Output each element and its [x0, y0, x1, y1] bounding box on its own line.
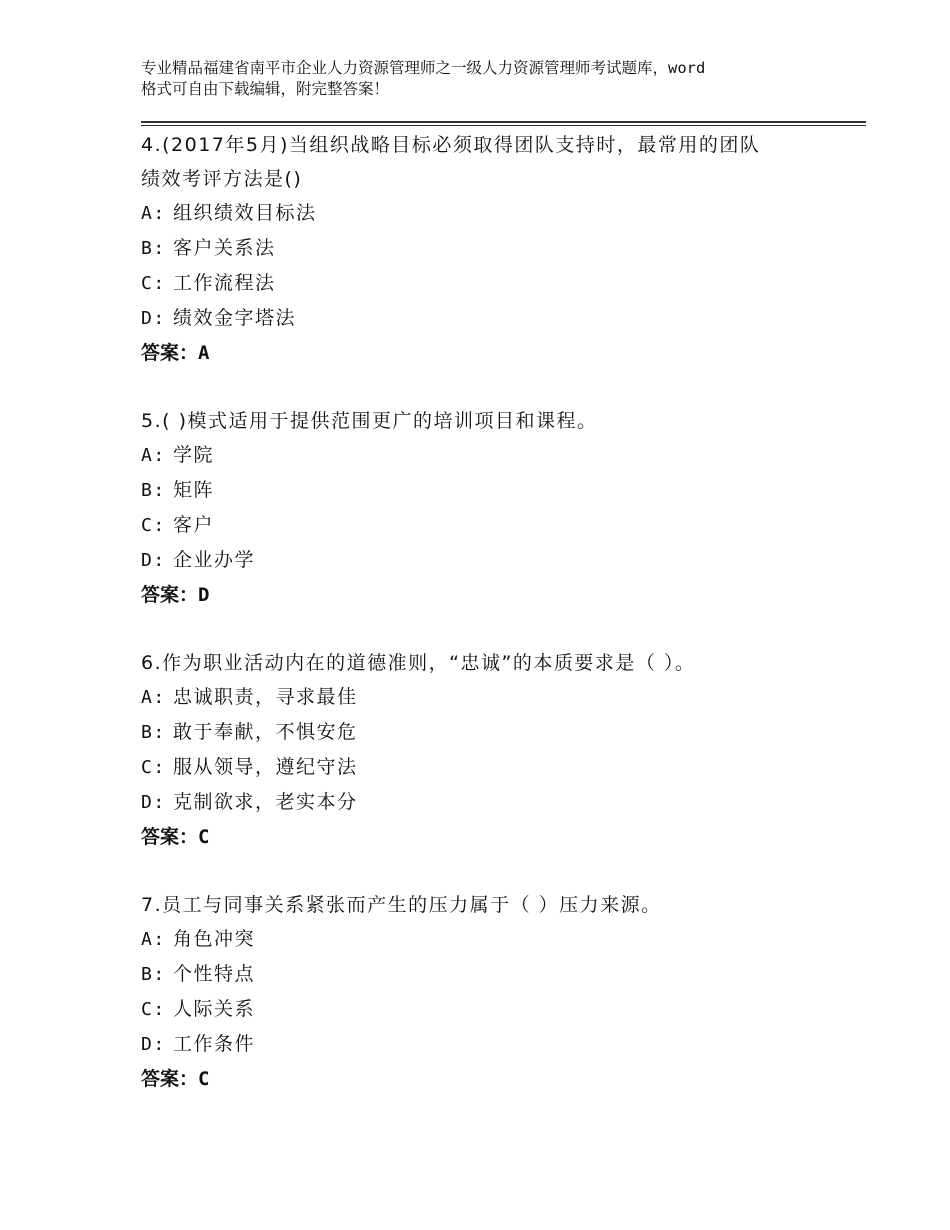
option-key: A:	[141, 687, 166, 708]
option-b	[141, 231, 841, 266]
option-key: C:	[141, 999, 166, 1020]
option-c	[141, 508, 841, 543]
answer-line	[141, 578, 841, 612]
header-line-2: 格式可自由下载编辑，附完整答案！	[141, 80, 390, 98]
option-c	[141, 750, 841, 785]
answer-value: C	[198, 1068, 210, 1090]
option-text: 敢于奉献，不惧安危	[173, 721, 358, 743]
option-text: 客户关系法	[173, 237, 276, 259]
option-text: 绩效金字塔法	[173, 307, 297, 329]
option-d	[141, 785, 841, 820]
option-text: 人际关系	[173, 998, 256, 1020]
answer-label: 答案：	[141, 342, 199, 364]
question-text: 5.( )模式适用于提供范围更广的培训项目和课程。	[141, 410, 598, 432]
option-text: 角色冲突	[173, 928, 256, 950]
document-header	[141, 58, 841, 100]
option-d	[141, 543, 841, 578]
option-key: A:	[141, 929, 166, 950]
answer-value: D	[198, 584, 210, 606]
question-list	[141, 128, 841, 1096]
option-b	[141, 715, 841, 750]
option-a	[141, 438, 841, 473]
option-d	[141, 301, 841, 336]
answer-value: C	[198, 826, 210, 848]
question-text: 7.员工与同事关系紧张而产生的压力属于（ ）压力来源。	[141, 894, 662, 916]
option-text: 个性特点	[173, 963, 256, 985]
option-key: B:	[141, 480, 166, 501]
header-divider	[141, 121, 866, 123]
option-a	[141, 922, 841, 957]
answer-label: 答案：	[141, 1068, 199, 1090]
option-c	[141, 266, 841, 301]
option-text: 矩阵	[173, 479, 215, 501]
spacer	[141, 612, 841, 646]
answer-line	[141, 820, 841, 854]
option-a	[141, 196, 841, 231]
option-key: D:	[141, 792, 166, 813]
option-c	[141, 992, 841, 1027]
question-block	[141, 404, 841, 612]
option-key: B:	[141, 238, 166, 259]
option-text: 服从领导，遵纪守法	[173, 756, 358, 778]
question-text: 6.作为职业活动内在的道德准则，“忠诚”的本质要求是（ ）。	[141, 652, 696, 674]
option-key: D:	[141, 308, 166, 329]
question-block	[141, 888, 841, 1096]
option-key: D:	[141, 1034, 166, 1055]
answer-label: 答案：	[141, 826, 199, 848]
option-key: D:	[141, 550, 166, 571]
option-key: B:	[141, 964, 166, 985]
option-d	[141, 1027, 841, 1062]
question-text: 绩效考评方法是()	[141, 168, 303, 190]
option-b	[141, 957, 841, 992]
option-key: C:	[141, 273, 166, 294]
option-text: 客户	[173, 514, 215, 536]
option-text: 企业办学	[173, 549, 256, 571]
option-text: 忠诚职责，寻求最佳	[173, 686, 358, 708]
spacer	[141, 370, 841, 404]
option-key: A:	[141, 445, 166, 466]
option-text: 克制欲求，老实本分	[173, 791, 358, 813]
header-line-1: 专业精品福建省南平市企业人力资源管理师之一级人力资源管理师考试题库，word	[141, 59, 706, 77]
option-text: 工作流程法	[173, 272, 276, 294]
option-a	[141, 680, 841, 715]
option-key: C:	[141, 757, 166, 778]
question-block	[141, 646, 841, 854]
option-key: C:	[141, 515, 166, 536]
option-text: 工作条件	[173, 1033, 256, 1055]
option-text: 学院	[173, 444, 215, 466]
answer-label: 答案：	[141, 584, 199, 606]
option-key: B:	[141, 722, 166, 743]
answer-line	[141, 1062, 841, 1096]
answer-value: A	[198, 342, 210, 364]
spacer	[141, 854, 841, 888]
question-text: 4.(2017年5月)当组织战略目标必须取得团队支持时，最常用的团队	[141, 134, 761, 156]
answer-line	[141, 336, 841, 370]
header-divider-thin	[141, 125, 866, 126]
question-block	[141, 128, 841, 370]
option-text: 组织绩效目标法	[173, 202, 317, 224]
option-b	[141, 473, 841, 508]
option-key: A:	[141, 203, 166, 224]
